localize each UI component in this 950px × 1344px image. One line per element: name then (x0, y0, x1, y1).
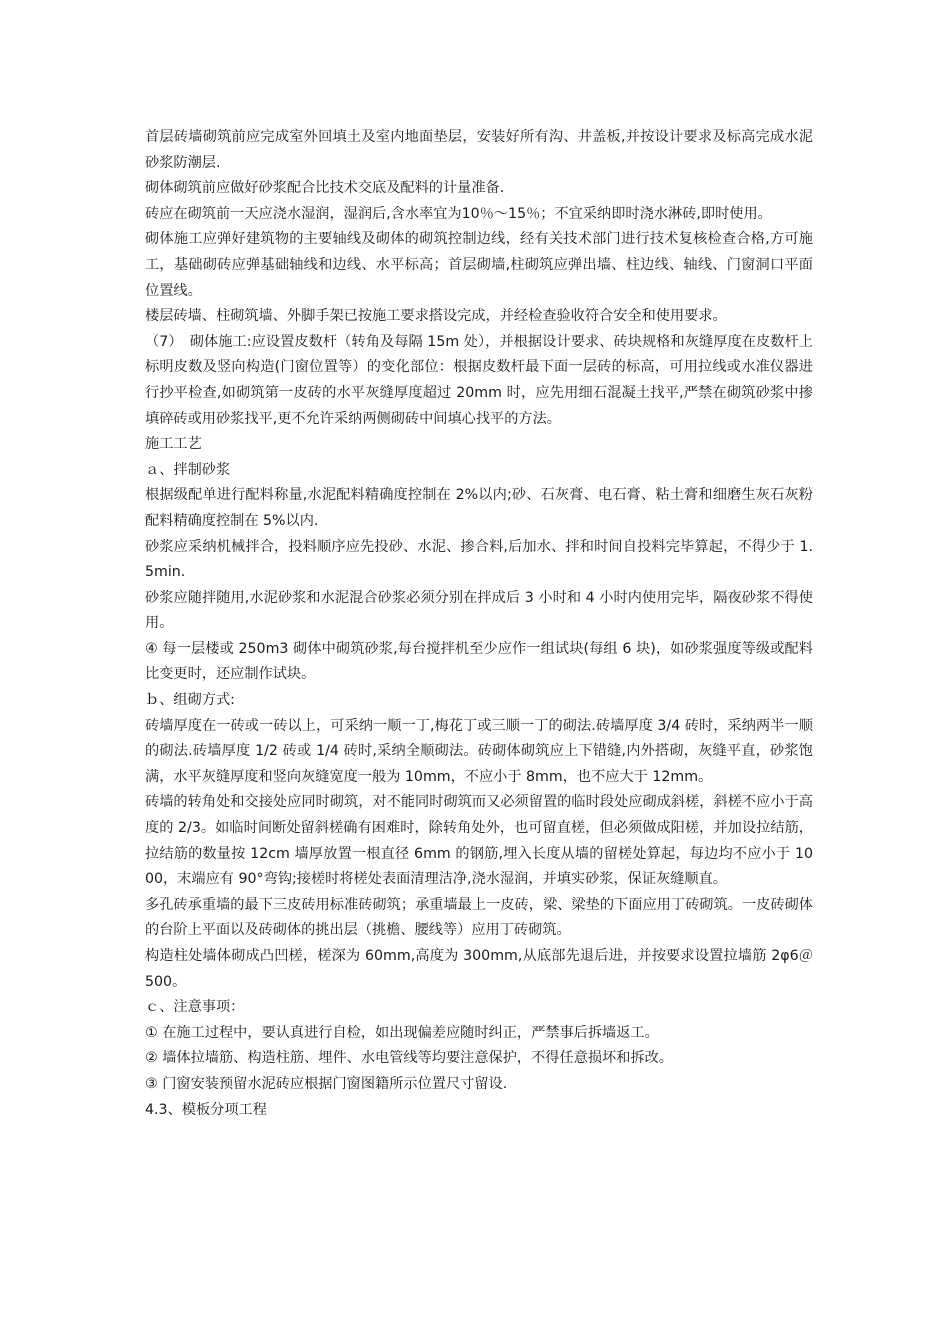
section-heading-construction-process: 施工工艺 (145, 436, 202, 453)
note-item-3: ③ 门窗安装预留水泥砖应根据门窗图籍所示位置尺寸留设. (145, 1075, 508, 1092)
section-heading-4-3: 4.3、模板分项工程 (145, 1101, 267, 1118)
paragraph-4: 砌体施工应弹好建筑物的主要轴线及砌体的砌筑控制边线，经有关技术部门进行技术复核检查合格,方可施工，基础砌砖应弹基础轴线和边线、水平标高；首层砌墙,柱砌筑应弹出墙、柱边线、轴线、门窗洞口平面位置线。 (145, 231, 813, 299)
subheading-a: ａ、拌制砂浆 (145, 461, 231, 478)
paragraph-10: 砂浆应采纳机械拌合，投料顺序应先投砂、水泥、掺合料,后加水、拌和时间自投料完毕算起，不得少于 1.5min. (145, 538, 813, 581)
paragraph-1: 首层砖墙砌筑前应完成室外回填土及室内地面垫层，安装好所有沟、井盖板,并按设计要求及标高完成水泥砂浆防潮层. (145, 129, 813, 171)
paragraph-16: 多孔砖承重墙的最下三皮砖用标准砖砌筑；承重墙最上一皮砖，梁、梁垫的下面应用丁砖砌筑。一皮砖砌体的台阶上平面以及砖砌体的挑出层（挑檐、腰线等）应用丁砖砌筑。 (145, 896, 813, 939)
paragraph-14: 砖墙厚度在一砖或一砖以上，可采纳一顺一丁,梅花丁或三顺一丁的砌法.砖墙厚度 3/4 砖时，采纳两半一顺的砌法.砖墙厚度 1/2 砖或 1/4 砖时,采纳全顺砌法。砖砌体砌筑应上下错缝,内外搭砌，灰缝平直，砂浆饱满，水平灰缝厚度和竖向灰缝宽度一般为 10mm，不应小于 8mm，也不应大于 12mm。 (145, 717, 813, 785)
note-item-1: ① 在施工过程中，要认真进行自检，如出现偏差应随时纠正，严禁事后拆墙返工。 (145, 1024, 659, 1041)
paragraph-9: 根据级配单进行配料称量,水泥配料精确度控制在 2%以内;砂、石灰膏、电石膏、粘土膏和细磨生灰石灰粉配料精确度控制在 5%以内. (145, 487, 813, 529)
paragraph-12: ④ 每一层楼或 250m3 砌体中砌筑砂浆,每台搅拌机至少应作一组试块(每组 6 块)，如砂浆强度等级或配料比变更时，还应制作试块。 (145, 640, 813, 683)
subheading-b: ｂ、组砌方式: (145, 692, 235, 709)
paragraph-3: 砖应在砌筑前一天应浇水湿润，湿润后,含水率宜为10％～15％；不宜采纳即时浇水淋砖,即时使用。 (145, 205, 772, 222)
paragraph-5: 楼层砖墙、柱砌筑墙、外脚手架已按施工要求搭设完成，并经检查验收符合安全和使用要求。 (145, 308, 727, 325)
subheading-c: ｃ、注意事项： (145, 999, 245, 1016)
paragraph-17: 构造柱处墙体砌成凸凹槎，槎深为 60mm,高度为 300mm,从底部先退后进，并按要求设置拉墙筋 2φ6＠500。 (145, 948, 813, 990)
paragraph-15: 砖墙的转角处和交接处应同时砌筑，对不能同时砌筑而又必须留置的临时段处应砌成斜槎，斜槎不应小于高度的 2/3。如临时间断处留斜槎确有困难时，除转角处外，也可留直槎，但必须做成阳槎，并加设拉结筋，拉结筋的数量按 12cm 墙厚放置一根直径 6mm 的钢筋,埋入长度从墙的留槎处算起，每边均不应小于 1000，末端应有 90°弯钩;接槎时将槎处表面清理洁净,浇水湿润，并填实砂浆，保证灰缝顺直。 (145, 794, 813, 888)
document-body (145, 125, 813, 1123)
note-item-2: ② 墙体拉墙筋、构造柱筋、埋件、水电管线等均要注意保护，不得任意损坏和拆改。 (145, 1050, 673, 1067)
paragraph-2: 砌体砌筑前应做好砂浆配合比技术交底及配料的计量准备. (145, 180, 505, 197)
paragraph-6: （7） 砌体施工:应设置皮数杆（转角及每隔 15m 处），并根据设计要求、砖块规格和灰缝厚度在皮数杆上标明皮数及竖向构造(门窗位置等）的变化部位：根据皮数杆最下面一层砖的标高，可用拉线或水准仪器进行抄平检查,如砌筑第一皮砖的水平灰缝厚度超过 20mm 时，应先用细石混凝土找平,严禁在砌筑砂浆中掺填碎砖或用砂浆找平,更不允许采纳两侧砌砖中间填心找平的方法。 (145, 333, 813, 427)
paragraph-11: 砂浆应随拌随用,水泥砂浆和水泥混合砂浆必须分别在拌成后 3 小时和 4 小时内使用完毕，隔夜砂浆不得使用。 (145, 589, 813, 632)
